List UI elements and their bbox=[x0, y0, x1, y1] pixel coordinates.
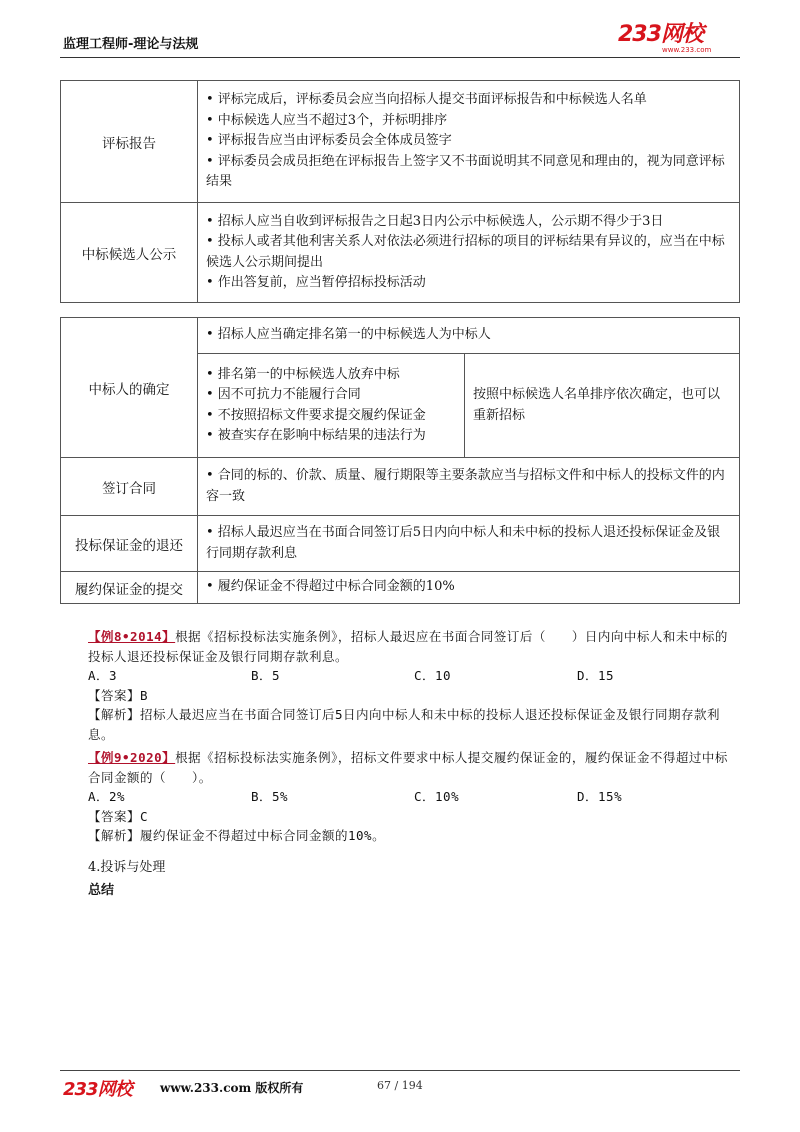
question-text: 根据《招标投标法实施条例》，招标人最迟应在书面合同签订后（ ）日内向中标人和未中标的投标人退还投标保证金及银行同期存款利息。 bbox=[88, 629, 728, 664]
bullet-item: • 评标委员会成员拒绝在评标报告上签字又不书面说明其不同意见和理由的，视为同意评标结果 bbox=[206, 153, 725, 190]
bullet-item: • 招标人最迟应当在书面合同签订后5日内向中标人和未中标的投标人退还投标保证金及银行同期存款利息 bbox=[206, 525, 721, 561]
bullet-item: • 履约保证金不得超过中标合同金额的10% bbox=[206, 579, 455, 595]
bullet-item: • 合同的标的、价款、质量、履行期限等主要条款应当与招标文件和中标人的投标文件的内容一致 bbox=[206, 468, 725, 504]
row-content bbox=[198, 318, 740, 354]
document-title: 监理工程师-理论与法规 bbox=[63, 37, 199, 52]
page-number: 67 / 194 bbox=[377, 1079, 423, 1092]
bullet-item: • 评标完成后，评标委员会应当向招标人提交书面评标报告和中标候选人名单 bbox=[206, 92, 647, 108]
bid-report-table bbox=[60, 80, 740, 303]
bullet-item: • 投标人或者其他利害关系人对依法必须进行招标的项目的评标结果有异议的，应当在中标候选人公示期间提出 bbox=[206, 234, 725, 270]
answer: 【答案】B bbox=[88, 687, 149, 703]
bullet-item: • 因不可抗力不能履行合同 bbox=[206, 387, 361, 402]
brand-logo bbox=[618, 24, 742, 56]
section-heading: 4.投诉与处理 bbox=[88, 860, 166, 875]
row-label: 履约保证金的提交 bbox=[61, 572, 198, 604]
bullet-item: • 评标报告应当由评标委员会全体成员签字 bbox=[206, 133, 452, 149]
logo-text: 233网校 bbox=[618, 22, 703, 47]
summary-heading: 总结 bbox=[88, 883, 115, 898]
option: A．3 bbox=[88, 668, 118, 684]
bullet-item: • 排名第一的中标候选人放弃中标 bbox=[206, 366, 400, 382]
bullet-item: • 被查实存在影响中标结果的违法行为 bbox=[206, 428, 426, 443]
logo-url: www.233.com bbox=[662, 46, 712, 54]
result-text: 按照中标候选人名单排序依次确定，也可以重新招标 bbox=[473, 387, 721, 423]
bullet-item: • 中标候选人应当不超过3个，并标明排序 bbox=[206, 112, 448, 128]
bullet-item: • 作出答复前，应当暂停招标投标活动 bbox=[206, 275, 426, 290]
analysis: 【解析】履约保证金不得超过中标合同金额的10%。 bbox=[88, 828, 386, 844]
footer-divider bbox=[60, 1070, 740, 1071]
bullet-item: • 招标人应当确定排名第一的中标候选人为中标人 bbox=[206, 327, 491, 343]
result-cell bbox=[465, 354, 740, 458]
row-content bbox=[198, 572, 740, 604]
row-label: 评标报告 bbox=[61, 81, 198, 203]
bullet-item: • 不按照招标文件要求提交履约保证金 bbox=[206, 407, 426, 423]
row-label: 中标人的确定 bbox=[61, 318, 198, 458]
option: C．10% bbox=[414, 789, 460, 805]
option: C．10 bbox=[414, 668, 452, 684]
table-row bbox=[61, 572, 740, 604]
row-label: 签订合同 bbox=[61, 458, 198, 516]
question-8 bbox=[60, 627, 740, 745]
table-row bbox=[61, 318, 740, 354]
row-label: 中标候选人公示 bbox=[61, 203, 198, 303]
row-content bbox=[198, 458, 740, 516]
row-label: 投标保证金的退还 bbox=[61, 516, 198, 572]
question-options bbox=[60, 666, 740, 686]
row-content bbox=[198, 516, 740, 572]
option: D．15 bbox=[577, 668, 615, 684]
option: D．15% bbox=[577, 789, 623, 805]
footer-copyright: www.233.com 版权所有 bbox=[160, 1081, 304, 1095]
question-tag: 【例9•2020】 bbox=[88, 750, 176, 765]
header-divider bbox=[60, 57, 740, 58]
table-row bbox=[61, 203, 740, 303]
analysis: 【解析】招标人最迟应当在书面合同签订后5日内向中标人和未中标的投标人退还投标保证金及银行同期存款利息。 bbox=[88, 707, 721, 742]
bullet-item: • 招标人应当自收到评标报告之日起3日内公示中标候选人，公示期不得少于3日 bbox=[206, 213, 664, 229]
table-row bbox=[61, 458, 740, 516]
option: A．2% bbox=[88, 789, 126, 805]
winner-determination-table bbox=[60, 317, 740, 604]
table-row bbox=[61, 81, 740, 203]
option: B．5% bbox=[251, 789, 289, 805]
question-stem bbox=[60, 627, 740, 666]
footer-logo: 233网校 bbox=[63, 1079, 132, 1100]
question-stem bbox=[60, 748, 740, 787]
answer: 【答案】C bbox=[88, 808, 149, 824]
question-options bbox=[60, 787, 740, 807]
question-9 bbox=[60, 748, 740, 846]
conditions-cell bbox=[198, 354, 465, 458]
row-content bbox=[198, 81, 740, 203]
table-row bbox=[61, 516, 740, 572]
question-tag: 【例8•2014】 bbox=[88, 629, 176, 644]
option: B．5 bbox=[251, 668, 281, 684]
row-content bbox=[198, 203, 740, 303]
question-text: 根据《招标投标法实施条例》，招标文件要求中标人提交履约保证金的，履约保证金不得超过中标合同金额的（ ）。 bbox=[88, 750, 728, 785]
